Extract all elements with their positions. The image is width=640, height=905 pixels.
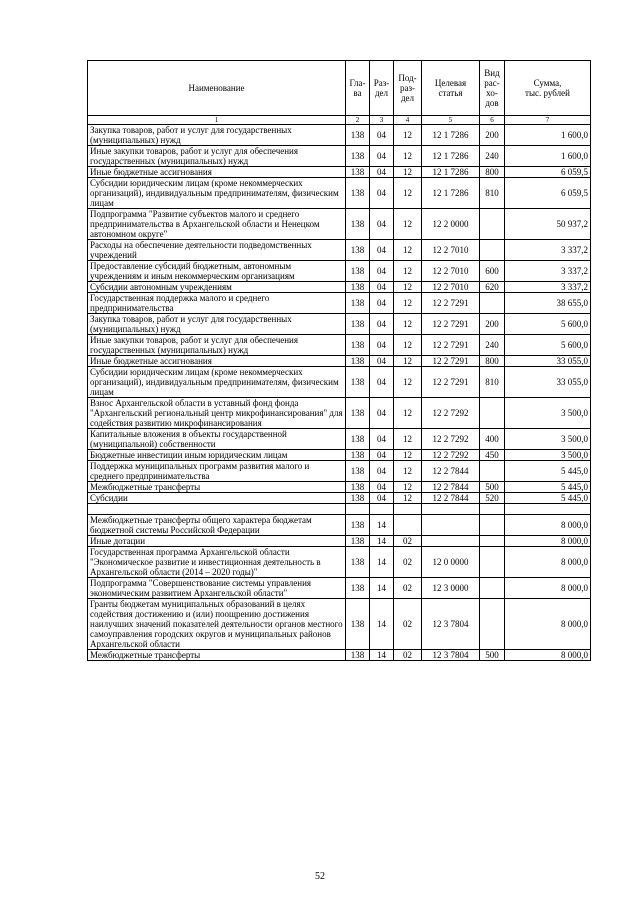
sum-cell <box>505 504 591 515</box>
page-number: 52 <box>315 871 325 882</box>
sum-cell: 8 000,0 <box>505 650 591 661</box>
table-row <box>88 367 591 398</box>
vid-cell <box>480 547 505 578</box>
target-cell <box>422 504 480 515</box>
column-number: 7 <box>505 116 591 125</box>
podrazdel-cell: 12 <box>394 125 422 146</box>
podrazdel-cell: 02 <box>394 599 422 650</box>
target-cell: 12 2 7010 <box>422 240 480 261</box>
target-cell: 12 2 7292 <box>422 398 480 429</box>
target-cell: 12 3 7804 <box>422 650 480 661</box>
table-row <box>88 599 591 650</box>
table-row <box>88 178 591 209</box>
sum-cell: 33 055,0 <box>505 356 591 367</box>
glava-cell: 138 <box>346 293 370 314</box>
glava-cell: 138 <box>346 178 370 209</box>
table-row <box>88 429 591 450</box>
sum-cell: 8 000,0 <box>505 599 591 650</box>
row-name-cell: Предоставление субсидий бюджетным, автономным учреждениям и иным некоммерческим организациям <box>88 261 346 282</box>
row-name-cell: Капитальные вложения в объекты государственной (муниципальной) собственности <box>88 429 346 450</box>
razdel-cell: 14 <box>370 599 394 650</box>
header-sum: Сумма, тыс. рублей <box>505 61 591 116</box>
vid-cell: 520 <box>480 493 505 504</box>
row-name-cell: Гранты бюджетам муниципальных образований в целях содействия достижению и (или) поощрению достижения наилучших значений показателей деятельности органов местного самоуправления городских округов и муниципальных районов Архангельской области <box>88 599 346 650</box>
glava-cell: 138 <box>346 167 370 178</box>
target-cell: 12 2 7844 <box>422 482 480 493</box>
vid-cell <box>480 599 505 650</box>
glava-cell: 138 <box>346 356 370 367</box>
row-name-cell: Субсидии юридическим лицам (кроме некоммерческих организаций), индивидуальным предпринимателям, физическим лицам <box>88 367 346 398</box>
vid-cell: 600 <box>480 261 505 282</box>
sum-cell: 8 000,0 <box>505 536 591 547</box>
razdel-cell: 04 <box>370 167 394 178</box>
column-number: 2 <box>346 116 370 125</box>
target-cell: 12 2 7844 <box>422 493 480 504</box>
table-row <box>88 146 591 167</box>
sum-cell: 33 055,0 <box>505 367 591 398</box>
podrazdel-cell: 12 <box>394 178 422 209</box>
razdel-cell: 04 <box>370 282 394 293</box>
target-cell: 12 2 7291 <box>422 356 480 367</box>
table-row <box>88 282 591 293</box>
row-name-cell: Иные закупки товаров, работ и услуг для обеспечения государственных (муниципальных) нужд <box>88 146 346 167</box>
table-row <box>88 261 591 282</box>
glava-cell: 138 <box>346 146 370 167</box>
razdel-cell: 14 <box>370 650 394 661</box>
vid-cell: 400 <box>480 429 505 450</box>
razdel-cell: 04 <box>370 293 394 314</box>
blank-row <box>88 504 591 515</box>
target-cell <box>422 515 480 536</box>
glava-cell: 138 <box>346 398 370 429</box>
column-number: 6 <box>480 116 505 125</box>
razdel-cell: 14 <box>370 578 394 599</box>
glava-cell: 138 <box>346 450 370 461</box>
razdel-cell: 04 <box>370 367 394 398</box>
row-name-cell: Поддержка муниципальных программ развития малого и среднего предпринимательства <box>88 461 346 482</box>
razdel-cell: 04 <box>370 178 394 209</box>
razdel-cell: 04 <box>370 461 394 482</box>
header-razdel: Раз- дел <box>370 61 394 116</box>
column-number: 3 <box>370 116 394 125</box>
razdel-cell: 04 <box>370 398 394 429</box>
glava-cell: 138 <box>346 335 370 356</box>
glava-cell: 138 <box>346 547 370 578</box>
razdel-cell: 04 <box>370 240 394 261</box>
vid-cell <box>480 240 505 261</box>
row-name-cell: Государственная поддержка малого и среднего предпринимательства <box>88 293 346 314</box>
target-cell: 12 3 0000 <box>422 578 480 599</box>
podrazdel-cell: 12 <box>394 293 422 314</box>
target-cell: 12 2 7291 <box>422 367 480 398</box>
razdel-cell: 14 <box>370 547 394 578</box>
sum-cell: 3 337,2 <box>505 282 591 293</box>
table-row <box>88 536 591 547</box>
sum-cell: 3 500,0 <box>505 429 591 450</box>
table-row <box>88 515 591 536</box>
row-name-cell: Расходы на обеспечение деятельности подведомственных учреждений <box>88 240 346 261</box>
target-cell: 12 2 7010 <box>422 261 480 282</box>
target-cell: 12 2 7291 <box>422 335 480 356</box>
vid-cell <box>480 209 505 240</box>
table-row <box>88 547 591 578</box>
razdel-cell: 04 <box>370 261 394 282</box>
glava-cell: 138 <box>346 578 370 599</box>
table-row <box>88 398 591 429</box>
row-name-cell: Подпрограмма "Развитие субъектов малого и среднего предпринимательства в Архангельской области и Ненецком автономном округе" <box>88 209 346 240</box>
sum-cell: 3 500,0 <box>505 398 591 429</box>
row-name-cell: Взнос Архангельской области в уставный фонд фонда "Архангельский региональный центр микрофинансирования" для содействия развитию микрофинансирования <box>88 398 346 429</box>
header-podrazdel: Под- раз- дел <box>394 61 422 116</box>
target-cell: 12 2 7291 <box>422 314 480 335</box>
vid-cell: 810 <box>480 178 505 209</box>
table-row <box>88 482 591 493</box>
razdel-cell: 04 <box>370 125 394 146</box>
target-cell: 12 2 7844 <box>422 461 480 482</box>
row-name-cell: Закупка товаров, работ и услуг для государственных (муниципальных) нужд <box>88 314 346 335</box>
podrazdel-cell: 12 <box>394 429 422 450</box>
glava-cell: 138 <box>346 240 370 261</box>
sum-cell: 1 600,0 <box>505 125 591 146</box>
header-glava: Гла- ва <box>346 61 370 116</box>
row-name-cell: Иные закупки товаров, работ и услуг для обеспечения государственных (муниципальных) нужд <box>88 335 346 356</box>
sum-cell: 3 337,2 <box>505 240 591 261</box>
table-row <box>88 450 591 461</box>
row-name-cell: Межбюджетные трансферты <box>88 482 346 493</box>
sum-cell: 5 445,0 <box>505 461 591 482</box>
podrazdel-cell: 02 <box>394 578 422 599</box>
glava-cell: 138 <box>346 125 370 146</box>
vid-cell: 810 <box>480 367 505 398</box>
row-name-cell: Бюджетные инвестиции иным юридическим лицам <box>88 450 346 461</box>
budget-table <box>87 60 591 661</box>
column-number-row <box>88 116 591 125</box>
glava-cell: 138 <box>346 429 370 450</box>
target-cell: 12 1 7286 <box>422 178 480 209</box>
table-row <box>88 461 591 482</box>
header-vid: Вид рас- хо- дов <box>480 61 505 116</box>
row-name-cell: Иные бюджетные ассигнования <box>88 356 346 367</box>
target-cell: 12 2 0000 <box>422 209 480 240</box>
podrazdel-cell: 12 <box>394 450 422 461</box>
podrazdel-cell: 12 <box>394 356 422 367</box>
table-row <box>88 493 591 504</box>
row-name-cell: Субсидии <box>88 493 346 504</box>
sum-cell: 8 000,0 <box>505 515 591 536</box>
podrazdel-cell: 12 <box>394 461 422 482</box>
target-cell: 12 0 0000 <box>422 547 480 578</box>
header-name: Наименование <box>88 61 346 116</box>
glava-cell: 138 <box>346 599 370 650</box>
podrazdel-cell: 12 <box>394 335 422 356</box>
table-row <box>88 125 591 146</box>
sum-cell: 6 059,5 <box>505 167 591 178</box>
podrazdel-cell: 12 <box>394 493 422 504</box>
razdel-cell: 04 <box>370 335 394 356</box>
vid-cell: 500 <box>480 650 505 661</box>
column-number: 1 <box>88 116 346 125</box>
target-cell: 12 2 7010 <box>422 282 480 293</box>
target-cell: 12 1 7286 <box>422 146 480 167</box>
razdel-cell: 04 <box>370 209 394 240</box>
podrazdel-cell: 12 <box>394 146 422 167</box>
target-cell: 12 1 7286 <box>422 125 480 146</box>
target-cell: 12 2 7292 <box>422 450 480 461</box>
glava-cell: 138 <box>346 314 370 335</box>
podrazdel-cell <box>394 504 422 515</box>
sum-cell: 5 600,0 <box>505 314 591 335</box>
razdel-cell: 04 <box>370 482 394 493</box>
row-name-cell: Подпрограмма "Совершенствование системы управления экономическим развитием Архангельской области" <box>88 578 346 599</box>
header-row <box>88 61 591 116</box>
razdel-cell: 04 <box>370 146 394 167</box>
row-name-cell <box>88 504 346 515</box>
row-name-cell: Иные дотации <box>88 536 346 547</box>
sum-cell: 6 059,5 <box>505 178 591 209</box>
glava-cell: 138 <box>346 493 370 504</box>
razdel-cell: 04 <box>370 450 394 461</box>
podrazdel-cell: 12 <box>394 314 422 335</box>
glava-cell: 138 <box>346 515 370 536</box>
glava-cell: 138 <box>346 261 370 282</box>
vid-cell <box>480 293 505 314</box>
glava-cell: 138 <box>346 650 370 661</box>
podrazdel-cell: 12 <box>394 240 422 261</box>
vid-cell <box>480 504 505 515</box>
row-name-cell: Закупка товаров, работ и услуг для государственных (муниципальных) нужд <box>88 125 346 146</box>
glava-cell: 138 <box>346 482 370 493</box>
vid-cell: 450 <box>480 450 505 461</box>
header-target: Целевая статья <box>422 61 480 116</box>
table-row <box>88 578 591 599</box>
vid-cell <box>480 578 505 599</box>
razdel-cell: 04 <box>370 356 394 367</box>
sum-cell: 8 000,0 <box>505 578 591 599</box>
sum-cell: 50 937,2 <box>505 209 591 240</box>
vid-cell: 200 <box>480 125 505 146</box>
podrazdel-cell: 12 <box>394 367 422 398</box>
glava-cell: 138 <box>346 536 370 547</box>
vid-cell: 240 <box>480 146 505 167</box>
glava-cell: 138 <box>346 282 370 293</box>
table-row <box>88 314 591 335</box>
sum-cell: 5 445,0 <box>505 482 591 493</box>
sum-cell: 3 337,2 <box>505 261 591 282</box>
podrazdel-cell: 02 <box>394 536 422 547</box>
podrazdel-cell: 12 <box>394 482 422 493</box>
podrazdel-cell: 12 <box>394 282 422 293</box>
glava-cell: 138 <box>346 461 370 482</box>
sum-cell: 3 500,0 <box>505 450 591 461</box>
razdel-cell: 04 <box>370 493 394 504</box>
podrazdel-cell: 12 <box>394 398 422 429</box>
podrazdel-cell: 12 <box>394 167 422 178</box>
row-name-cell: Межбюджетные трансферты общего характера бюджетам бюджетной системы Российской Федерации <box>88 515 346 536</box>
vid-cell <box>480 536 505 547</box>
target-cell: 12 3 7804 <box>422 599 480 650</box>
podrazdel-cell: 12 <box>394 209 422 240</box>
sum-cell: 5 445,0 <box>505 493 591 504</box>
vid-cell <box>480 398 505 429</box>
table-row <box>88 209 591 240</box>
target-cell <box>422 536 480 547</box>
table-row <box>88 335 591 356</box>
razdel-cell: 04 <box>370 314 394 335</box>
row-name-cell: Субсидии юридическим лицам (кроме некоммерческих организаций), индивидуальным предпринимателям, физическим лицам <box>88 178 346 209</box>
razdel-cell: 04 <box>370 429 394 450</box>
podrazdel-cell: 02 <box>394 547 422 578</box>
table-row <box>88 240 591 261</box>
target-cell: 12 1 7286 <box>422 167 480 178</box>
table-row <box>88 293 591 314</box>
sum-cell: 1 600,0 <box>505 146 591 167</box>
vid-cell: 620 <box>480 282 505 293</box>
row-name-cell: Межбюджетные трансферты <box>88 650 346 661</box>
razdel-cell: 14 <box>370 515 394 536</box>
table-row <box>88 356 591 367</box>
row-name-cell: Субсидии автономным учреждениям <box>88 282 346 293</box>
column-number: 4 <box>394 116 422 125</box>
razdel-cell <box>370 504 394 515</box>
target-cell: 12 2 7292 <box>422 429 480 450</box>
podrazdel-cell: 12 <box>394 261 422 282</box>
vid-cell: 500 <box>480 482 505 493</box>
vid-cell: 800 <box>480 356 505 367</box>
sum-cell: 38 655,0 <box>505 293 591 314</box>
vid-cell: 200 <box>480 314 505 335</box>
column-number: 5 <box>422 116 480 125</box>
glava-cell: 138 <box>346 209 370 240</box>
sum-cell: 8 000,0 <box>505 547 591 578</box>
podrazdel-cell <box>394 515 422 536</box>
vid-cell: 800 <box>480 167 505 178</box>
row-name-cell: Иные бюджетные ассигнования <box>88 167 346 178</box>
vid-cell <box>480 461 505 482</box>
glava-cell <box>346 504 370 515</box>
table-row <box>88 167 591 178</box>
glava-cell: 138 <box>346 367 370 398</box>
table-row <box>88 650 591 661</box>
vid-cell <box>480 515 505 536</box>
vid-cell: 240 <box>480 335 505 356</box>
target-cell: 12 2 7291 <box>422 293 480 314</box>
razdel-cell: 14 <box>370 536 394 547</box>
row-name-cell: Государственная программа Архангельской области "Экономическое развитие и инвестиционная деятельность в Архангельской области (2014 – 2020 годы)" <box>88 547 346 578</box>
podrazdel-cell: 02 <box>394 650 422 661</box>
sum-cell: 5 600,0 <box>505 335 591 356</box>
